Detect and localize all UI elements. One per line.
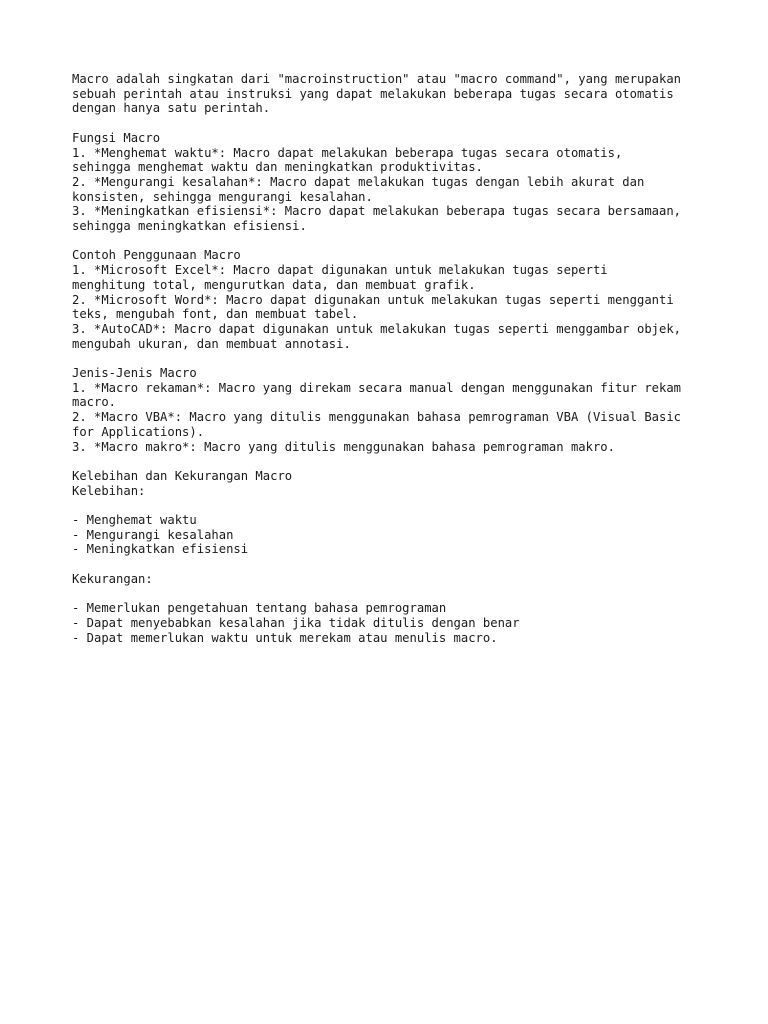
list-item-line: 3. *AutoCAD*: Macro dapat digunakan untuk melakukan tugas seperti menggambar objek, [72,321,682,336]
bullet-item: - Dapat memerlukan waktu untuk merekam atau menulis macro. [72,630,498,645]
blank-line [72,498,712,513]
bullet-item: - Memerlukan pengetahuan tentang bahasa pemrograman [72,601,447,616]
blank-line [72,557,712,572]
subheading-kelebihan: Kelebihan: [72,483,146,498]
list-item-line: 3. *Meningkatkan efisiensi*: Macro dapat melakukan beberapa tugas secara bersamaan, [72,204,682,219]
list-item-line: menghitung total, mengurutkan data, dan membuat grafik. [72,277,476,292]
section-heading-fungsi: Fungsi Macro [72,130,161,145]
blank-line [72,587,712,602]
list-item-line: teks, mengubah font, dan membuat tabel. [72,307,359,322]
blank-line [72,234,712,249]
blank-line [72,454,712,469]
bullet-item: - Menghemat waktu [72,513,197,528]
intro-line-3: dengan hanya satu perintah. [72,101,271,116]
bullet-item: - Mengurangi kesalahan [72,527,234,542]
blank-line [72,116,712,131]
list-item-line: 1. *Menghemat waktu*: Macro dapat melakukan beberapa tugas secara otomatis, [72,145,623,160]
list-item-line: 1. *Microsoft Excel*: Macro dapat digunakan untuk melakukan tugas seperti [72,263,608,278]
blank-line [72,351,712,366]
list-item-line: 1. *Macro rekaman*: Macro yang direkam secara manual dengan menggunakan fitur rekam [72,380,682,395]
list-item-line: for Applications). [72,424,205,439]
subheading-kekurangan: Kekurangan: [72,571,153,586]
bullet-item: - Meningkatkan efisiensi [72,542,249,557]
list-item-line: sehingga menghemat waktu dan meningkatkan produktivitas. [72,160,483,175]
list-item-line: 3. *Macro makro*: Macro yang ditulis menggunakan bahasa pemrograman makro. [72,439,615,454]
section-heading-jenis: Jenis-Jenis Macro [72,366,197,381]
list-item-line: mengubah ukuran, dan membuat annotasi. [72,336,351,351]
intro-line-1: Macro adalah singkatan dari "macroinstruction" atau "macro command", yang merupakan [72,72,682,86]
bullet-item: - Dapat menyebabkan kesalahan jika tidak ditulis dengan benar [72,615,520,630]
section-heading-kelebihan-kekurangan: Kelebihan dan Kekurangan Macro [72,468,293,483]
section-heading-contoh: Contoh Penggunaan Macro [72,248,241,263]
list-item-line: sehingga meningkatkan efisiensi. [72,219,307,234]
list-item-line: konsisten, sehingga mengurangi kesalahan. [72,189,373,204]
document-page [72,72,712,645]
list-item-line: macro. [72,395,117,410]
list-item-line: 2. *Macro VBA*: Macro yang ditulis menggunakan bahasa pemrograman VBA (Visual Basic [72,410,682,425]
intro-line-2: sebuah perintah atau instruksi yang dapat melakukan beberapa tugas secara otomatis [72,86,674,101]
list-item-line: 2. *Microsoft Word*: Macro dapat digunakan untuk melakukan tugas seperti mengganti [72,292,674,307]
list-item-line: 2. *Mengurangi kesalahan*: Macro dapat melakukan tugas dengan lebih akurat dan [72,174,645,189]
